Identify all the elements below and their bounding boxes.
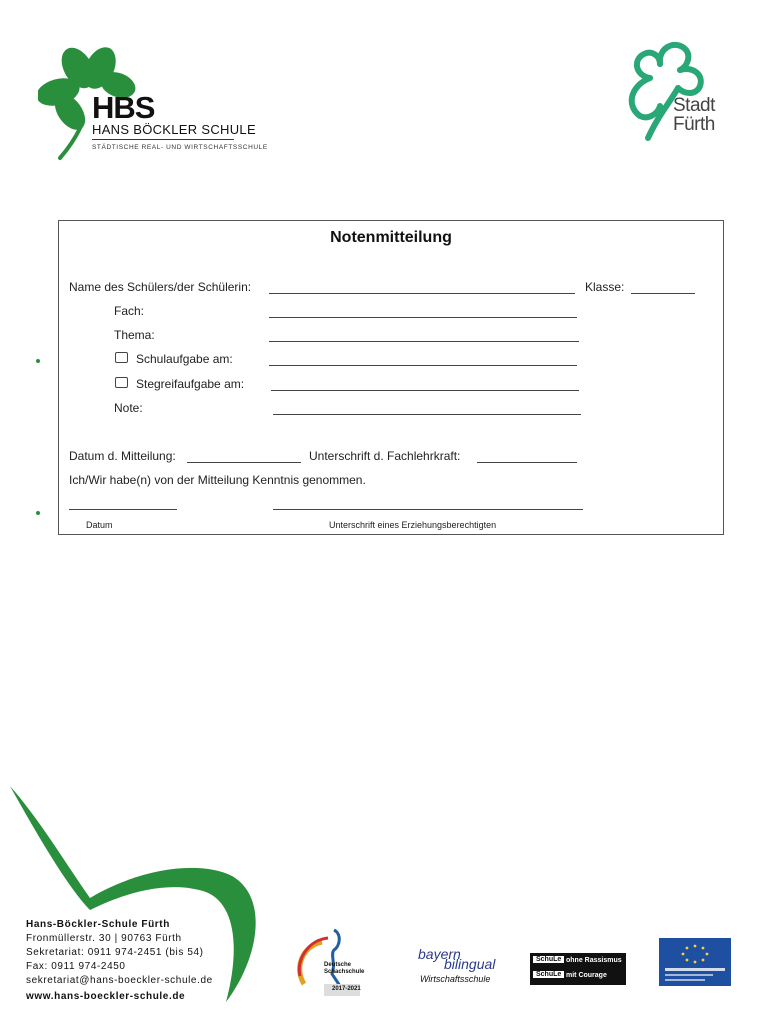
- exam-checkbox[interactable]: [115, 352, 128, 363]
- hbs-school-name: HANS BÖCKLER SCHULE: [92, 122, 256, 137]
- hbs-subtitle: STÄDTISCHE REAL- UND WIRTSCHAFTSSCHULE: [92, 144, 268, 151]
- date-label: Datum d. Mitteilung:: [69, 449, 176, 463]
- chess-title: Deutsche Schachschule: [324, 962, 365, 975]
- class-label: Klasse:: [585, 280, 625, 294]
- side-bullet: [36, 511, 40, 515]
- footer-contact: [26, 918, 213, 988]
- bilingual-word-3: Wirtschaftsschule: [420, 974, 491, 984]
- guardian-signature-field[interactable]: [273, 509, 583, 510]
- eu-logo: [659, 938, 731, 986]
- chess-school-logo: [290, 924, 380, 1004]
- exam-label: Schulaufgabe am:: [136, 352, 233, 366]
- stadt-fuerth-wordmark: [673, 96, 715, 134]
- teacher-signature-field[interactable]: [477, 462, 577, 463]
- grade-notice-form: [58, 220, 724, 535]
- footer-website-link[interactable]: www.hans-boeckler-schule.de: [26, 991, 186, 1002]
- quiz-label: Stegreifaufgabe am:: [136, 377, 245, 391]
- guardian-signature-caption: Unterschrift eines Erziehungsberechtigten: [329, 520, 497, 530]
- chess-years: 2017-2021: [332, 986, 361, 992]
- hbs-abbrev: HBS: [92, 90, 155, 125]
- subject-field[interactable]: [269, 317, 577, 318]
- student-name-field[interactable]: [269, 293, 575, 294]
- bayern-bilingual-logo: [414, 946, 514, 988]
- city-line-1: Stadt: [673, 95, 715, 116]
- subject-label: Fach:: [114, 304, 145, 318]
- topic-field[interactable]: [269, 341, 579, 342]
- sor-box-1: SchuLe: [533, 956, 564, 963]
- quiz-date-field[interactable]: [271, 390, 579, 391]
- student-name-label: Name des Schülers/der Schülerin:: [69, 280, 252, 294]
- sor-box-2: SchuLe: [533, 971, 564, 978]
- date-field[interactable]: [187, 462, 301, 463]
- eu-stars-icon: [659, 938, 731, 986]
- class-field[interactable]: [631, 293, 695, 294]
- sor-smc-logo: [530, 953, 626, 985]
- bilingual-word-2: bilingual: [444, 956, 496, 972]
- sor-text-2: mit Courage: [566, 972, 607, 979]
- city-line-2: Fürth: [673, 114, 715, 135]
- hbs-divider: [92, 139, 234, 140]
- grade-label: Note:: [114, 401, 143, 415]
- footer-email[interactable]: sekretariat@hans-boeckler-schule.de: [26, 975, 213, 986]
- sor-text-1: ohne Rassismus: [566, 957, 622, 964]
- form-title: Notenmitteilung: [330, 229, 452, 246]
- footer-school-name: Hans-Böckler-Schule Fürth: [26, 919, 170, 930]
- footer-secretariat: Sekretariat: 0911 974-2451 (bis 54): [26, 947, 204, 958]
- ack-date-field[interactable]: [69, 509, 177, 510]
- topic-label: Thema:: [114, 328, 155, 342]
- bilingual-word-1: bayern: [418, 946, 461, 962]
- ack-date-caption: Datum: [86, 520, 113, 530]
- quiz-checkbox[interactable]: [115, 377, 128, 388]
- footer-fax: Fax: 0911 974-2450: [26, 961, 126, 972]
- acknowledge-text: Ich/Wir habe(n) von der Mitteilung Kenntnis genommen.: [69, 473, 366, 487]
- teacher-signature-label: Unterschrift d. Fachlehrkraft:: [309, 449, 461, 463]
- footer-address: Fronmüllerstr. 30 | 90763 Fürth: [26, 933, 182, 944]
- exam-date-field[interactable]: [269, 365, 577, 366]
- side-bullet: [36, 359, 40, 363]
- grade-field[interactable]: [273, 414, 581, 415]
